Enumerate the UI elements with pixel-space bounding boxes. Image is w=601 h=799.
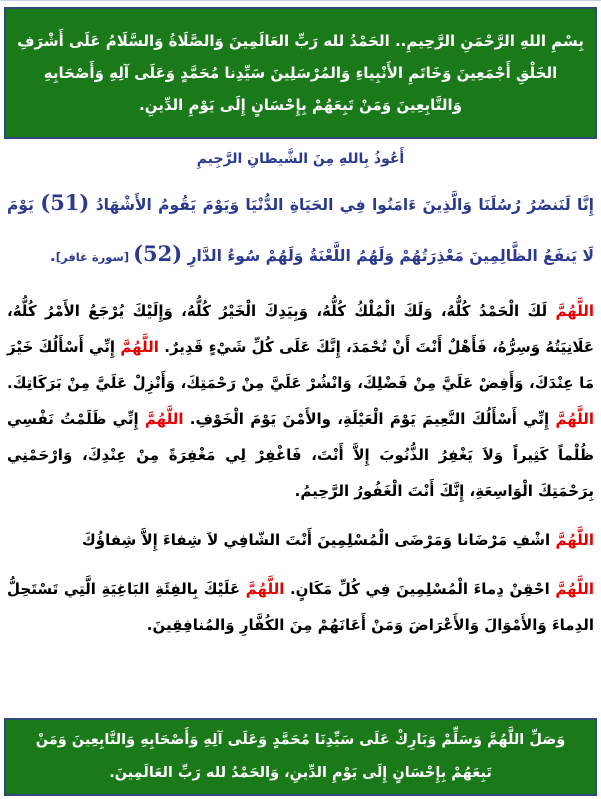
istiadha-line	[0, 151, 601, 167]
allahumma-word: اللَّهُمَّ	[120, 337, 159, 356]
text-segment: عَلَيْكَ بِالفِئَةِ البَاغِيَةِ الَّتِي تَسْتَحِلُّ الدِماءَ وَالأَمْوَالَ وَالأَعْرَاضَ وَمَنْ أَعَانَهُمْ مِنَ الكُفَّارِ وَالمُنافِقِينَ.	[7, 579, 594, 634]
istiadha-text: أَعُوذُ بِاللهِ مِنَ الشَّيطانِ الرَّجِيمِ	[196, 151, 405, 167]
allahumma-word: اللَّهُمَّ	[555, 579, 594, 598]
verse-number: (51)	[40, 190, 90, 215]
dua-paragraph-shifa	[7, 522, 594, 558]
allahumma-word: اللَّهُمَّ	[245, 579, 285, 598]
allahumma-word: اللَّهُمَّ	[555, 301, 594, 320]
header-banner	[4, 7, 597, 139]
footer-banner	[4, 718, 597, 796]
quran-verse-ghafir-51-52	[7, 177, 594, 280]
salat-ala-nabi-text: وَصَلِّ اللَّهُمَّ وَسَلِّمْ وَبَارِكْ عَلَى سَيِّدِنَا مُحَمَّدٍ وَعَلَى آلِهِ وَأَصْحَابِهِ وَالتَّابِعِينَ وَمَنْ تَبِعَهُمْ بِإِحْسَانٍ إِلَى يَوْمِ الدِّينِ، وَالحَمْدُ لله رَبِّ العَالَمِينَ.	[35, 731, 566, 781]
text-segment: إِنِّي أَسْأَلُكَ النَّعِيمَ يَوْمَ الْعَيْلَةِ، والأَمْنَ يَوْمَ الْخَوْفِ.	[183, 409, 556, 428]
verse-text: يَوْمَ لَا يَنفَعُ الظَّالِمِينَ مَعْذِرَتُهُمْ وَلَهُمُ اللَّعْنَةُ وَلَهُمْ سُوءُ الدَّارِ	[7, 196, 594, 266]
text-segment: اشْفِ مَرْضَانا وَمَرْضَى الْمُسْلِمِينَ أَنْتَ الشّافِي لاَ شِفاءَ إِلاَّ شِفاؤُكَ	[82, 530, 556, 549]
verse-text: .	[49, 247, 56, 266]
verse-text: إِنَّا لَنَنصُرُ رُسُلَنَا وَالَّذِينَ ءَامَنُوا فِي الحَيَاةِ الدُّنْيَا وَيَوْمَ يَقُومُ الأَشْهَادُ	[89, 196, 594, 214]
allahumma-word: اللَّهُمَّ	[144, 409, 184, 428]
allahumma-word: اللَّهُمَّ	[555, 530, 594, 549]
text-segment: احْقِنْ دِماءَ الْمُسْلِمِينَ فِي كُلِّ مَكَانٍ.	[284, 579, 556, 598]
dua-paragraph-hamd	[7, 293, 594, 509]
text-segment: إِنِّي ظَلَمْتُ نَفْسِي ظُلْماً كَثِيراً وَلاَ يَغْفِرُ الذُّنُوبَ إِلاَّ أَنْتَ، فَاغْفِرْ لِي مَغْفِرَةً مِنْ عِنْدِكَ، وَارْحَمْنِي بِرَحْمَتِكَ الْوَاسِعَةِ، إِنَّكَ أَنْتَ الْغَفُورُ الرَّحِيمُ.	[7, 409, 594, 500]
prayer-document-page	[0, 7, 601, 799]
verse-number: (52)	[133, 241, 183, 267]
text-segment: إِنِّي أَسْأَلُكَ خَيْرَ مَا عِنْدَكَ، وَأَفِضْ عَلَيَّ مِنْ فَضْلِكَ، وَانْشُرْ عَلَيَّ مِنْ رَحْمَتِكَ، وَأَنْزِلْ عَلَيَّ مِنْ بَرَكَاتِكَ.	[7, 337, 594, 392]
dua-paragraph-hiqn-dima	[7, 571, 594, 643]
text-segment: لَكَ الْحَمْدُ كُلُّهُ، وَلَكَ الْمُلْكُ كُلُّهُ، وَبِيَدِكَ الْخَيْرُ كُلُّهُ، وَإِلَيْكَ يُرْجَعُ الأَمْرُ كُلُّهُ، عَلَانِيَتُهُ وَسِرُّهُ، فَأَهْلٌ أَنْتَ أَنْ تُحْمَدَ، إِنَّكَ عَلَى كُلِّ شَيْءٍ قَدِيرٌ.	[7, 301, 594, 356]
basmala-hamd-text: بِسْمِ اللهِ الرَّحْمَنِ الرَّحِيمِ.. الحَمْدُ لله رَبِّ العَالَمِينَ وَالصَّلَاةُ وَالسَّلَامُ عَلَى أَشْرَفِ الخَلْقِ أَجْمَعِينَ وَخَاتَمِ الأَنْبِياءِ وَالمُرْسَلِينَ سَيِّدِنا مُحَمَّدٍ وَعَلَى آلِهِ وَأَصْحَابِهِ وَالتَّابِعِينَ وَمَنْ تَبِعَهُمْ بِإِحْسَانٍ إِلَى يَوْمِ الدِّينِ.	[17, 31, 584, 115]
allahumma-word: اللَّهُمَّ	[555, 409, 594, 428]
surah-citation: [سورة غافر]	[55, 250, 134, 265]
